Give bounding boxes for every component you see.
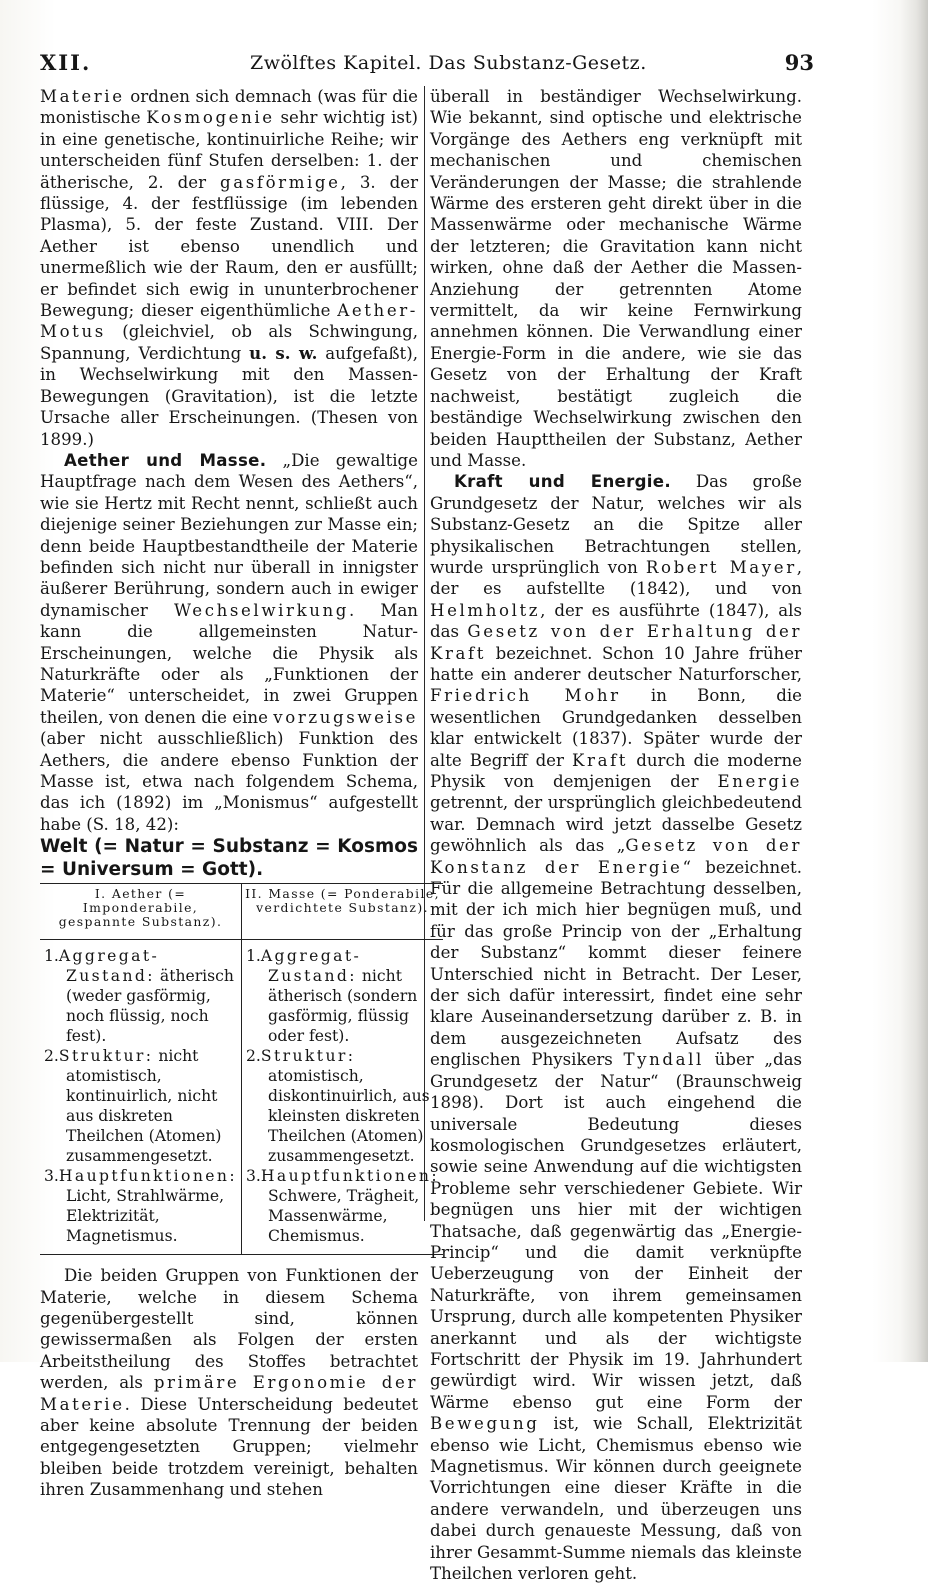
list-item: 1.Aggregat-Zustand: nicht ätherisch (sondern gasförmig, flüssig oder fest). (246, 947, 418, 1046)
paragraph-aether-und-masse: Aether und Masse. „Die gewaltige Hauptfrage nach dem Wesen des Aethers“, wie sie Hertz mit Recht nennt, schließt auch diejenige seiner Beziehungen zur Masse ein; denn beide Hauptbestandtheile der Materie befinden sich nicht nur überall in innigster äußerer Berührung, sondern auch in ewiger dynamischer Wechselwirkung. Man kann die allgemeinsten Natur-Erscheinungen, welche die Physik als Naturkräfte oder als „Funktionen der Materie“ unterscheidet, in zwei Gruppen theilen, von denen die eine vorzugsweise (aber nicht ausschließlich) Funktion des Aethers, die andere ebenso Funktion der Masse ist, etwa nach folgendem Schema, das ich (1892) im „Monismus“ aufgestellt habe (S. 18, 42): (40, 450, 418, 834)
aether-properties (40, 940, 242, 1255)
list-item: 1.Aggregat-Zustand: ätherisch (weder gasförmig, noch flüssig, noch fest). (44, 947, 234, 1046)
schema-table-body (40, 940, 443, 1255)
running-header (40, 50, 814, 82)
list-item: 2.Struktur: nicht atomistisch, kontinuirlich, nicht aus diskreten Theilchen (Atomen) zusammengesetzt. (44, 1047, 222, 1166)
paragraph-wechselwirkung: überall in beständiger Wechselwirkung. Wie bekannt, sind optische und elektrische Vorgänge des Aethers eng verknüpft mit mechanischen und chemischen Veränderungen der Masse; die strahlende Wärme des ersteren geht direkt über in die Massenwärme oder mechanische Wärme der letzteren; die Gravitation kann nicht wirken, ohne daß der Aether die Massen-Anziehung der getrennten Atome vermittelt, da wir keine Fernwirkung annehmen können. Die Verwandlung einer Energie-Form in die andere, wie sie das Gesetz von der Erhaltung der Kraft nachweist, bestätigt zugleich die beständige Wechselwirkung zwischen den beiden Haupttheilen der Substanz, Aether und Masse. (430, 87, 802, 470)
list-item: 3.Hauptfunktionen: Schwere, Trägheit, Massenwärme, Chemismus. (246, 1167, 439, 1246)
paragraph-primaere-ergonomie: Die beiden Gruppen von Funktionen der Materie, welche in diesem Schema gegenübergestellt sind, können gewissermaßen als Folgen der ersten Arbeitstheilung des Stoffes betrachtet werden, als primäre Ergonomie der Materie. Diese Unterscheidung bedeutet aber keine absolute Trennung der beiden entgegengesetzten Gruppen; vielmehr bleiben beide trotzdem vereinigt, behalten ihren Zusammenhang und stehen (40, 1266, 418, 1500)
schema-table (40, 883, 443, 1255)
masse-properties (242, 940, 444, 1255)
list-item: 2.Struktur: atomistisch, diskontinuirlich, aus kleinsten diskreten Theilchen (Atomen) zusammengesetzt. (246, 1047, 430, 1166)
right-column (430, 86, 802, 1584)
schema-formula: Welt (= Natur = Substanz = Kosmos = Universum = Gott). (40, 836, 418, 881)
left-column (40, 86, 440, 1501)
column-header-aether: I. Aether (= Imponderabile, gespannte Substanz). (40, 884, 242, 940)
schema-table-header (40, 884, 443, 940)
chapter-number: XII. (40, 50, 92, 75)
page-gutter-shadow (900, 0, 928, 1362)
paragraph-continuation: Materie ordnen sich demnach (was für die monistische Kosmogenie sehr wichtig ist) in eine genetische, kontinuirliche Reihe; wir unterscheiden fünf Stufen derselben: 1. der ätherische, 2. der gasförmige, 3. der flüssige, 4. der festflüssige (im lebenden Plasma), 5. der feste Zustand. VIII. Der Aether ist ebenso unendlich und unermeßlich wie der Raum, den er ausfüllt; er befindet sich ewig in ununterbrochener Bewegung; dieser eigenthümliche Aether-Motus (gleichviel, ob als Schwingung, Spannung, Verdichtung u. s. w. aufgefaßt), in Wechselwirkung mit den Massen-Bewegungen (Gravitation), ist die letzte Ursache aller Erscheinungen. (Thesen von 1899.) (40, 87, 418, 449)
list-item: 3.Hauptfunktionen: Licht, Strahlwärme, Elektrizität, Magnetismus. (44, 1167, 237, 1246)
page-number: 93 (784, 50, 814, 75)
column-header-masse: II. Masse (= Ponderabile, verdichtete Substanz). (242, 884, 444, 940)
running-title: Zwölftes Kapitel. Das Substanz-Gesetz. (250, 52, 647, 74)
section-heading-aether-und-masse: Aether und Masse. (64, 450, 267, 470)
paragraph-kraft-und-energie: Kraft und Energie. Das große Grundgesetz der Natur, welches wir als Substanz-Gesetz an die Spitze aller physikalischen Betrachtungen stellen, wurde ursprünglich von Robert Mayer, der es aufstellte (1842), und von Helmholtz, der es ausführte (1847), als das Gesetz von der Erhaltung der Kraft bezeichnet. Schon 10 Jahre früher hatte ein anderer deutscher Naturforscher, Friedrich Mohr in Bonn, die wesentlichen Grundgedanken desselben klar entwickelt (1837). Später wurde der alte Begriff der Kraft durch die moderne Physik von demjenigen der Energie getrennt, der ursprünglich gleichbedeutend war. Demnach wird jetzt dasselbe Gesetz gewöhnlich als das „Gesetz von der Konstanz der Energie“ bezeichnet. Für die allgemeine Betrachtung desselben, mit der ich mich hier begnügen muß, und für das große Princip von der „Erhaltung der Substanz“ kommt dieser feinere Unterschied nicht in Betracht. Der Leser, der sich dafür interessirt, findet eine sehr klare Auseinandersetzung darüber z. B. in dem ausgezeichneten Aufsatz des englischen Physikers Tyndall über „das Grundgesetz der Natur“ (Braunschweig 1898). Dort ist auch eingehend die universale Bedeutung dieses kosmologischen Grundgesetzes erläutert, sowie seine Anwendung auf die wichtigsten Probleme sehr verschiedener Gebiete. Wir begnügen uns hier mit der wichtigen Thatsache, daß gegenwärtig das „Energie-Princip“ und die damit verknüpfte Ueberzeugung von der Einheit der Naturkräfte, von ihrem gemeinsamen Ursprung, durch alle kompetenten Physiker anerkannt und als der wichtigste Fortschritt der Physik im 19. Jahrhundert gewürdigt wird. Wir wissen jetzt, daß Wärme ebenso gut eine Form der Bewegung ist, wie Schall, Elektrizität ebenso wie Licht, Chemismus ebenso wie Magnetismus. Wir können durch geeignete Vorrichtungen eine dieser Kräfte in die andere verwandeln, und überzeugen uns dabei durch genaueste Messung, daß von ihrer Gesammt-Summe niemals das kleinste Theilchen verloren geht. (430, 472, 803, 1584)
section-heading-kraft-und-energie: Kraft und Energie. (454, 472, 671, 492)
